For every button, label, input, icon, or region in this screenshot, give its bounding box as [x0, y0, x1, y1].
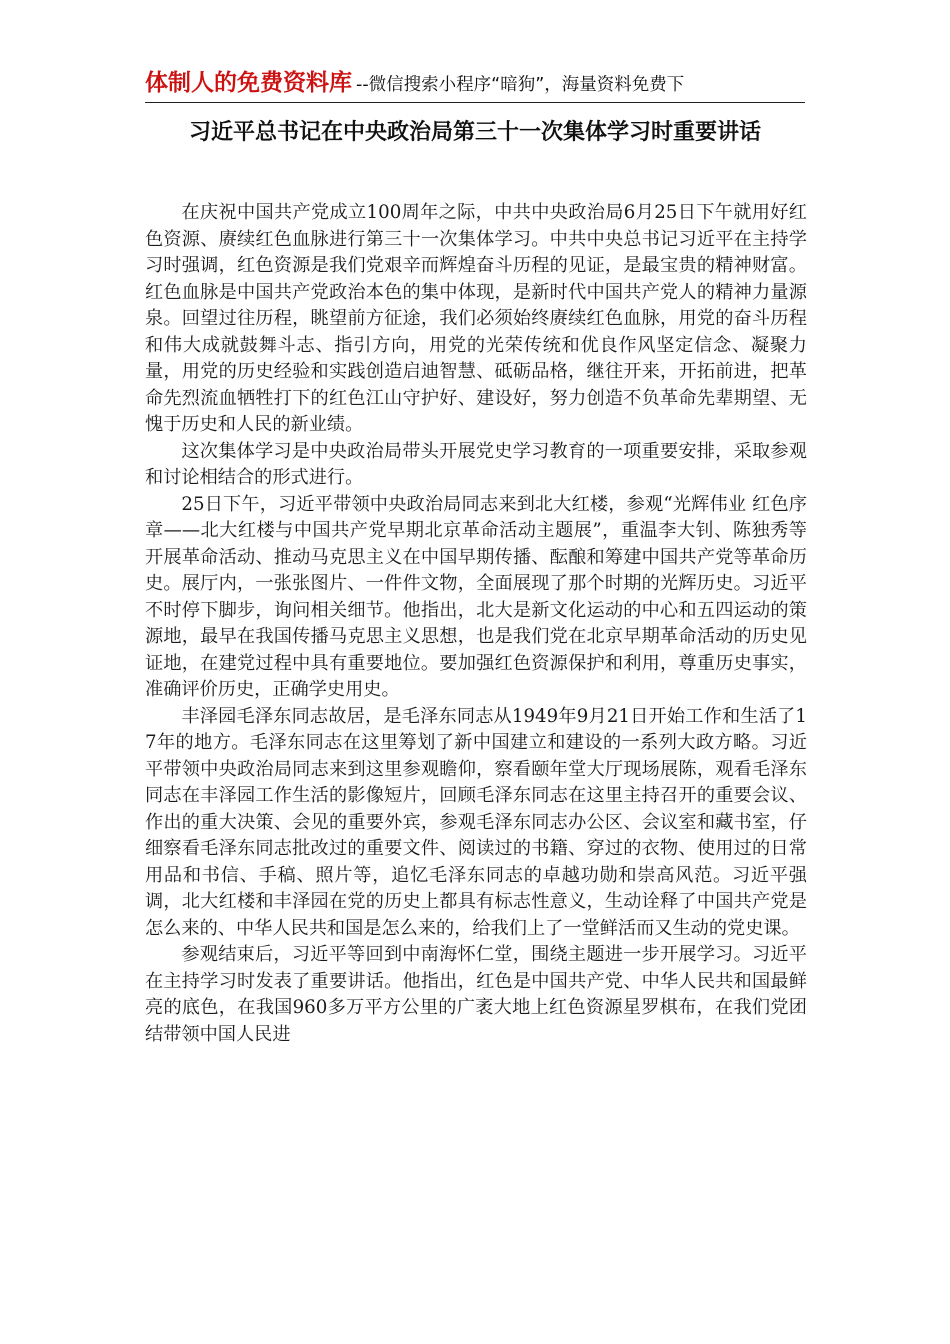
header-tagline: --微信搜索小程序“暗狗”，海量资料免费下: [356, 75, 685, 95]
paragraph: 丰泽园毛泽东同志故居，是毛泽东同志从1949年9月21日开始工作和生活了17年的地方。毛泽东同志在这里筹划了新中国建立和建设的一系列大政方略。习近平带领中央政治局同志来到这里参观瞻仰，察看颐年堂大厅现场展陈，观看毛泽东同志在丰泽园工作生活的影像短片，回顾毛泽东同志在这里主持召开的重要会议、作出的重大决策、会见的重要外宾，参观毛泽东同志办公区、会议室和藏书室，仔细察看毛泽东同志批改过的重要文件、阅读过的书籍、穿过的衣物、使用过的日常用品和书信、手稿、照片等，追忆毛泽东同志的卓越功勋和崇高风范。习近平强调，北大红楼和丰泽园在党的历史上都具有标志性意义，生动诠释了中国共产党是怎么来的、中华人民共和国是怎么来的，给我们上了一堂鲜活而又生动的党史课。: [145, 705, 807, 939]
paragraph: 25日下午，习近平带领中央政治局同志来到北大红楼，参观“光辉伟业 红色序章——北大红楼与中国共产党早期北京革命活动主题展”，重温李大钊、陈独秀等开展革命活动、推动马克思主义在中国早期传播、酝酿和筹建中国共产党等革命历史。展厅内，一张张图片、一件件文物，全面展现了那个时期的光辉历史。习近平不时停下脚步，询问相关细节。他指出，北大是新文化运动的中心和五四运动的策源地，最早在我国传播马克思主义思想，也是我们党在北京早期革命活动的历史见证地，在建党过程中具有重要地位。要加强红色资源保护和利用，尊重历史事实，准确评价历史，正确学史用史。: [145, 493, 807, 700]
document-title: 习近平总书记在中央政治局第三十一次集体学习时重要讲话: [188, 120, 761, 145]
paragraph: 这次集体学习是中央政治局带头开展党史学习教育的一项重要安排，采取参观和讨论相结合的形式进行。: [145, 440, 807, 488]
paragraph: 参观结束后，习近平等回到中南海怀仁堂，围绕主题进一步开展学习。习近平在主持学习时发表了重要讲话。他指出，红色是中国共产党、中华人民共和国最鲜亮的底色，在我国960多万平方公里的广袤大地上红色资源星罗棋布，在我们党团结带领中国人民进: [145, 944, 807, 1045]
document-body: [145, 200, 807, 1048]
header-brand: 体制人的免费资料库: [145, 70, 352, 96]
paragraph: 在庆祝中国共产党成立100周年之际，中共中央政治局6月25日下午就用好红色资源、赓续红色血脉进行第三十一次集体学习。中共中央总书记习近平在主持学习时强调，红色资源是我们党艰辛而辉煌奋斗历程的见证，是最宝贵的精神财富。红色血脉是中国共产党政治本色的集中体现，是新时代中国共产党人的精神力量源泉。回望过往历程，眺望前方征途，我们必须始终赓续红色血脉，用党的奋斗历程和伟大成就鼓舞斗志、指引方向，用党的光荣传统和优良作风坚定信念、凝聚力量，用党的历史经验和实践创造启迪智慧、砥砺品格，继往开来，开拓前进，把革命先烈流血牺牲打下的红色江山守护好、建设好，努力创造不负革命先辈期望、无愧于历史和人民的新业绩。: [145, 202, 807, 435]
page-header: [145, 64, 805, 103]
